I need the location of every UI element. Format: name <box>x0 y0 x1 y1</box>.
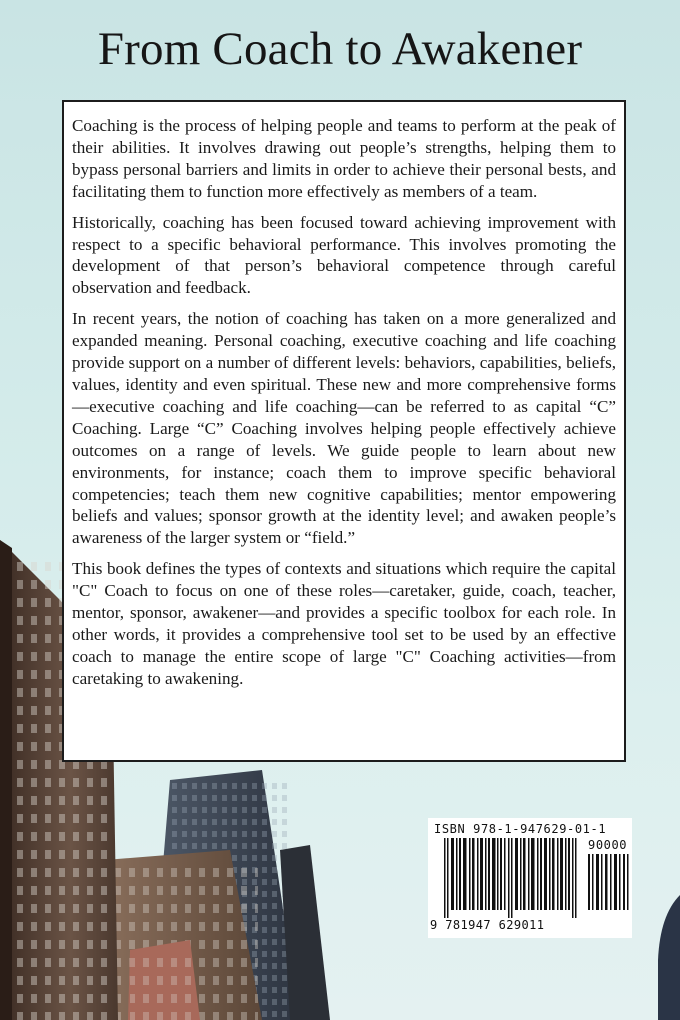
book-title: From Coach to Awakener <box>97 23 583 75</box>
description-box <box>62 100 626 762</box>
description-paragraph-4: This book defines the types of contexts and situations which require the capital "C" Coach to focus on one of these roles—caretaker, guide, coach, teacher, mentor, sponsor, awakener—and provides a specific toolbox for each role. In other words, it provides a comprehensive tool set to be used by an effective coach to manage the entire scope of large "C" Coaching activities—from caretaking to awakening. <box>72 559 616 688</box>
isbn-label: ISBN 978-1-947629-01-1 <box>434 822 607 836</box>
ean-barcode-bars <box>444 838 584 918</box>
price-code: 90000 <box>588 838 628 852</box>
description-paragraph-2: Historically, coaching has been focused toward achieving improvement with respect to a specific behavioral performance. This involves promoting the development of that person’s behavioral competence through careful observation and feedback. <box>72 212 616 298</box>
ean-digits: 9 781947 629011 <box>430 918 545 932</box>
description-paragraph-1: Coaching is the process of helping people and teams to perform at the peak of their abilities. It involves drawing out people’s strengths, helping them to bypass personal barriers and limits in order to achieve their personal bests, and facilitating them to function more effectively as members of a team. <box>72 116 616 201</box>
isbn-barcode <box>428 818 632 938</box>
description-paragraph-3: In recent years, the notion of coaching has taken on a more generalized and expanded meaning. Personal coaching, executive coaching and life coaching provide support on a number of different levels: behaviors, capabilities, beliefs, values, identity and even spiritual. These new and more comprehensive forms—executive coaching and life coaching—can be referred to as capital “C” Coaching. Large “C” Coaching involves helping people effectively achieve outcomes on a range of levels. We guide people to learn about new environments, for instance; coach them to improve specific behavioral competencies; teach them new cognitive capabilities; mentor empowering beliefs and values; sponsor growth at the identity level; and awaken people’s awareness of the larger system or “field.” <box>72 309 616 548</box>
price-barcode-bars <box>588 854 630 910</box>
